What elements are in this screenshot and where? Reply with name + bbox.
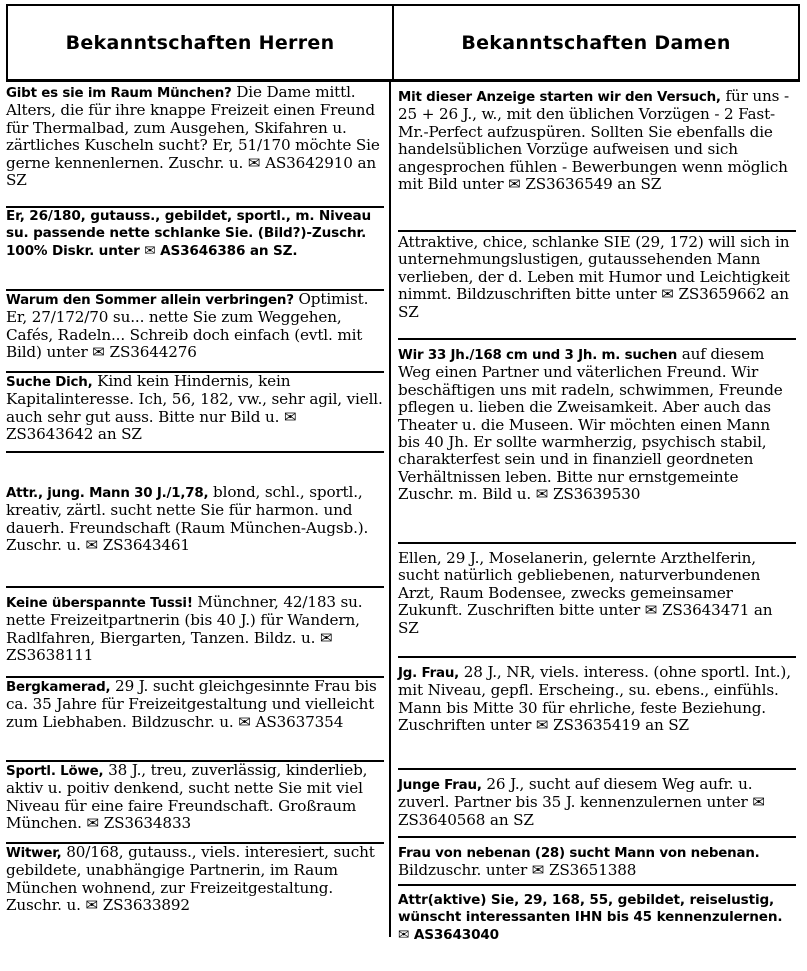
ad-text: Bildzuschr. unter ✉ ZS3651388 — [398, 861, 637, 880]
ad-headline: Junge Frau, — [398, 778, 482, 793]
ad-separator — [398, 884, 796, 886]
ad-text: Ellen, 29 J., Moselanerin, gelernte Arzthelferin, sucht natürlich gebliebenen, naturverbundenen Arzt, Raum Bodensee, zwecks gemeinsamer Zukunft. Zuschriften bitte unter ✉ ZS3643471 an SZ — [398, 549, 773, 637]
ad-separator — [6, 451, 384, 453]
ad-headline: Witwer, — [6, 846, 62, 861]
ad-headline: Frau von nebenan (28) sucht Mann von nebenan. — [398, 846, 760, 861]
ad-separator — [398, 338, 796, 340]
ad-damen-4 — [398, 550, 796, 637]
ad-headline: Er, 26/180, gutauss., gebildet, sportl., m. Niveau su. passende nette schlanke Sie. (Bild?)-Zuschr. 100% Diskr. unter ✉ AS3646386 an SZ. — [6, 208, 371, 259]
ad-headline: Keine überspannte Tussi! — [6, 596, 193, 611]
ad-herren-9 — [6, 844, 384, 915]
ad-separator — [398, 656, 796, 658]
ad-headline: Attr., jung. Mann 30 J./1,78, — [6, 486, 209, 501]
ad-text: 26 J., sucht auf diesem Weg aufr. u. zuverl. Partner bis 35 J. kennenzulernen unter ✉ ZS3640568 an SZ — [398, 775, 765, 829]
ad-separator — [398, 230, 796, 232]
ad-damen-7 — [398, 844, 796, 880]
ad-headline: Warum den Sommer allein verbringen? — [6, 293, 294, 308]
ad-headline: Sportl. Löwe, — [6, 764, 104, 779]
ad-damen-3 — [398, 346, 796, 504]
ad-herren-6 — [6, 594, 384, 665]
ad-text: Attraktive, chice, schlanke SIE (29, 172) will sich in unternehmungslustigen, gutaussehenden Mann verlieben, der d. Leben mit Humor und Leichtigkeit nimmt. Bildzuschriften bitte unter ✉ ZS3659662 an SZ — [398, 233, 790, 321]
ad-herren-4 — [6, 373, 384, 444]
ad-text: Münchner, 42/183 su. nette Freizeitpartnerin (bis 40 J.) für Wandern, Radlfahren, Biergarten, Tanzen. Bildz. u. ✉ ZS3638111 — [6, 593, 363, 665]
ad-headline: Mit dieser Anzeige starten wir den Versuch, — [398, 90, 721, 105]
ad-herren-1 — [6, 84, 384, 189]
ad-text: auf diesem Weg einen Partner und väterlichen Freund. Wir beschäftigen uns mit radeln, schwimmen, Freunde pflegen u. lieben die Zweisamkeit. Aber auch das Theater u. die Museen. Wir möchten einen Mann bis 40 Jh. Er sollte warmherzig, psychisch stabil, charakterfest sein und in finanziell geordneten Verhältnissen leben. Bitte nur ernstgemeinte Zuschr. m. Bild u. ✉ ZS3639530 — [398, 345, 783, 504]
ad-separator — [6, 586, 384, 588]
column-header-row — [6, 4, 800, 82]
ad-text: 28 J., NR, viels. interess. (ohne sportl. Int.), mit Niveau, gepfl. Erscheing., su. ebens., einfühls. Mann bis Mitte 30 für ehrliche, feste Beziehung. Zuschriften unter ✉ ZS3635419 an SZ — [398, 663, 791, 735]
ad-herren-5 — [6, 484, 384, 555]
ad-text: für uns - 25 + 26 J., w., mit den üblichen Vorzügen - 2 Fast-Mr.-Perfect aufzuspüren. Sollten Sie ebenfalls die handelsüblichen Vorzüge aufweisen und sich angesprochen fühlen - Bewerbungen wenn möglich mit Bild unter ✉ ZS3636549 an SZ — [398, 87, 789, 194]
ad-damen-2 — [398, 234, 796, 321]
ad-herren-2 — [6, 208, 384, 260]
ad-text: blond, schl., sportl., kreativ, zärtl. sucht nette Sie für harmon. und dauerh. Freundschaft (Raum München-Augsb.). Zuschr. u. ✉ ZS3643461 — [6, 483, 369, 555]
ad-herren-3 — [6, 291, 384, 362]
column-divider — [389, 82, 391, 937]
ad-damen-6 — [398, 776, 796, 829]
ad-headline: Suche Dich, — [6, 375, 93, 390]
ad-separator — [398, 836, 796, 838]
ad-headline: Jg. Frau, — [398, 666, 460, 681]
ad-text: Kind kein Hindernis, kein Kapitalinteresse. Ich, 56, 182, vw., sehr agil, viell. auch sehr gut auss. Bitte nur Bild u. ✉ ZS3643642 an SZ — [6, 372, 383, 444]
header-damen: Bekanntschaften Damen — [461, 31, 731, 54]
ad-separator — [398, 768, 796, 770]
ad-headline: Attr(aktive) Sie, 29, 168, 55, gebildet, reiselustig, wünscht interessanten IHN bis 45 kennenzulernen. ✉ AS3643040 — [398, 892, 783, 943]
ad-text: 29 J. sucht gleichgesinnte Frau bis ca. 35 Jahre für Freizeitgestaltung und vielleicht zum Liebhaben. Bildzuschr. u. ✉ AS3637354 — [6, 677, 377, 731]
ad-headline: Bergkamerad, — [6, 680, 111, 695]
ad-headline: Wir 33 Jh./168 cm und 3 Jh. m. suchen — [398, 348, 678, 363]
ad-herren-7 — [6, 678, 384, 731]
ad-text: 80/168, gutauss., viels. interesiert, sucht gebildete, unabhängige Partnerin, im Raum München wohnend, zur Freizeitgestaltung. Zuschr. u. ✉ ZS3633892 — [6, 843, 375, 915]
ad-separator — [398, 542, 796, 544]
ad-text: 38 J., treu, zuverlässig, kinderlieb, aktiv u. poitiv denkend, sucht nette Sie mit viel Niveau für eine faire Freundschaft. Großraum München. ✉ ZS3634833 — [6, 761, 368, 833]
ad-headline: Gibt es sie im Raum München? — [6, 86, 232, 101]
ad-damen-8 — [398, 892, 796, 944]
ad-damen-5 — [398, 664, 796, 735]
ad-text: Optimist. Er, 27/172/70 su... nette Sie zum Weggehen, Cafés, Radeln... Schreib doch einfach (evtl. mit Bild) unter ✉ ZS3644276 — [6, 290, 369, 362]
ad-text: Die Dame mittl. Alters, die für ihre knappe Freizeit einen Freund für Thermalbad, zum Ausgehen, Skifahren u. zärtliches Kuscheln sucht? Er, 51/170 möchte Sie gerne kennenlernen. Zuschr. u. ✉ AS3642910 an SZ — [6, 83, 380, 190]
header-herren: Bekanntschaften Herren — [65, 31, 335, 54]
ad-herren-8 — [6, 762, 384, 833]
ad-damen-1 — [398, 88, 796, 193]
